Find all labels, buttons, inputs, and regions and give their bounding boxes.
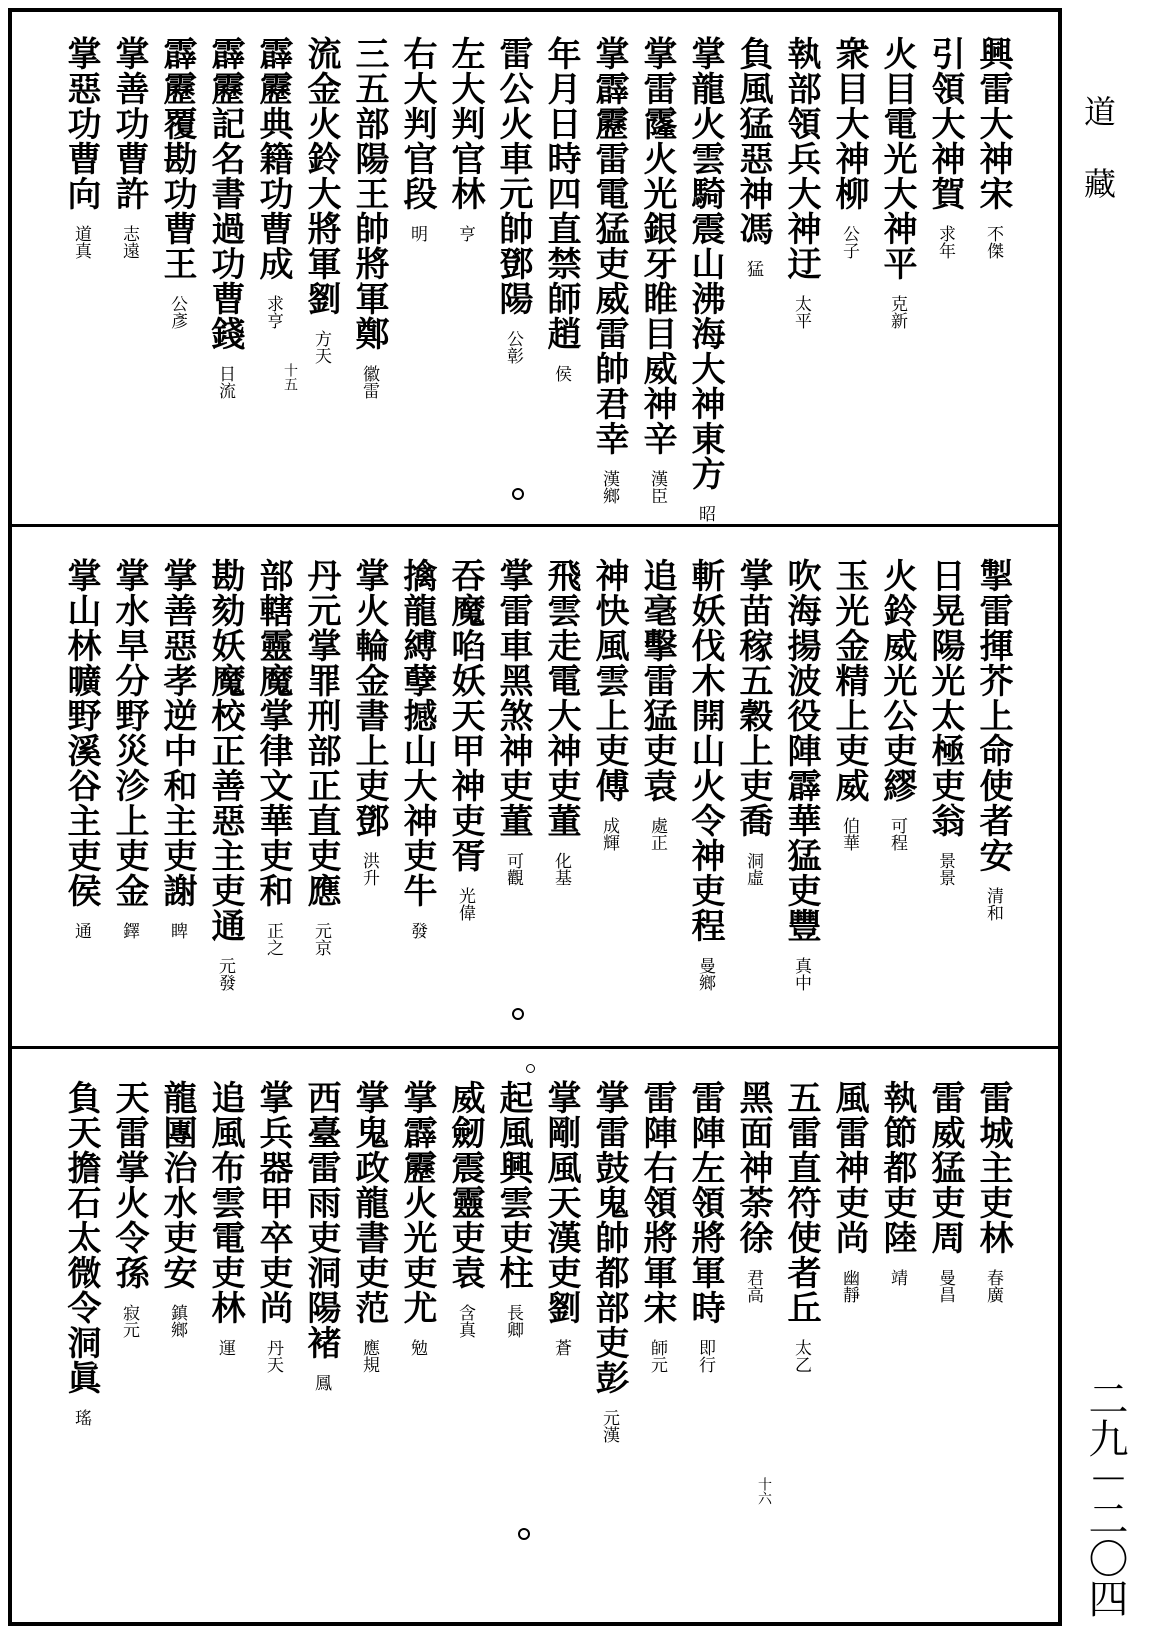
- text-column: [974, 1080, 1012, 1303]
- name-annotation: 應規: [359, 1339, 379, 1373]
- deity-title: 西臺雷雨吏洞陽褚: [301, 1080, 341, 1360]
- deity-title: 掌水旱分野災沴上吏金: [109, 558, 149, 908]
- name-annotation: 明: [407, 225, 427, 242]
- deity-title: 掌鬼政龍書吏范: [349, 1080, 389, 1325]
- name-annotation: 景景: [935, 852, 955, 886]
- text-column: [734, 36, 772, 277]
- text-column: [62, 558, 100, 939]
- deity-title: 執節都吏陸: [877, 1080, 917, 1255]
- deity-title: 追毫擊雷猛吏袁: [637, 558, 677, 803]
- name-annotation: 幽靜: [839, 1269, 859, 1303]
- deity-title: 玉光金精上吏威: [829, 558, 869, 803]
- name-annotation: 公彥: [167, 295, 187, 329]
- text-column: [734, 558, 772, 886]
- panel-top: [12, 18, 1058, 522]
- text-column: [62, 1080, 100, 1426]
- text-column: [638, 558, 676, 851]
- name-annotation: 求年: [935, 225, 955, 259]
- deity-title: 執部領兵大神迂: [781, 36, 821, 281]
- text-column: [62, 36, 100, 259]
- folio-mark: 十六: [756, 1477, 772, 1505]
- name-annotation: 求亨: [263, 295, 283, 329]
- text-column: [590, 36, 628, 504]
- text-column: [158, 558, 196, 939]
- text-column: [830, 36, 868, 259]
- name-annotation: 勉: [407, 1339, 427, 1356]
- binding-hole-top: [512, 488, 524, 500]
- name-annotation: 日流: [215, 365, 235, 399]
- text-column: [206, 558, 244, 991]
- deity-title: 負風猛惡神馮: [733, 36, 773, 246]
- deity-title: 雷威猛吏周: [925, 1080, 965, 1255]
- text-column: [206, 36, 244, 399]
- deity-title: 黑面神荼徐: [733, 1080, 773, 1255]
- deity-title: 日晃陽光太極吏翁: [925, 558, 965, 838]
- name-annotation: 伯華: [839, 817, 859, 851]
- deity-title: 掌雷車黑煞神吏董: [493, 558, 533, 838]
- name-annotation: 寂元: [119, 1304, 139, 1338]
- deity-title: 霹靂典籍功曹成: [253, 36, 293, 281]
- text-column: [110, 36, 148, 259]
- text-column: [494, 36, 532, 364]
- deity-title: 引領大神賀: [925, 36, 965, 211]
- text-column: [542, 1080, 580, 1356]
- text-column: [398, 558, 436, 939]
- deity-title: 掌霹靂雷電猛吏威雷帥君幸: [589, 36, 629, 456]
- text-column: [254, 36, 292, 329]
- name-annotation: 正之: [263, 922, 283, 956]
- name-annotation: 方天: [311, 330, 331, 364]
- name-annotation: 鐸: [119, 922, 139, 939]
- deity-title: 掌霹靂火光吏尤: [397, 1080, 437, 1325]
- name-annotation: 即行: [695, 1339, 715, 1373]
- text-column: [302, 1080, 340, 1391]
- deity-title: 三五部陽王帥將軍鄭: [349, 36, 389, 351]
- name-annotation: 可觀: [503, 852, 523, 886]
- deity-title: 掌兵器甲卒吏尚: [253, 1080, 293, 1325]
- text-column: [878, 36, 916, 329]
- name-annotation: 鎮鄉: [167, 1304, 187, 1338]
- deity-title: 吹海揚波役陣霹華猛吏豐: [781, 558, 821, 943]
- name-annotation: 蒼: [551, 1339, 571, 1356]
- text-column: [350, 1080, 388, 1373]
- name-annotation: 侯: [551, 365, 571, 382]
- name-annotation: 師元: [647, 1339, 667, 1373]
- section-mark-top: [508, 40, 517, 49]
- deity-title: 掌火輪金書上吏鄧: [349, 558, 389, 838]
- margin-page-number: 二九－二〇四: [1082, 1378, 1128, 1618]
- name-annotation: 徽雷: [359, 365, 379, 399]
- name-annotation: 猛: [743, 260, 763, 277]
- deity-title: 丹元掌罪刑部正直吏應: [301, 558, 341, 908]
- deity-title: 五雷直符使者丘: [781, 1080, 821, 1325]
- text-column: [926, 36, 964, 259]
- text-column: [158, 36, 196, 329]
- text-column: [542, 36, 580, 382]
- name-annotation: 通: [71, 922, 91, 939]
- text-column: [254, 1080, 292, 1373]
- name-annotation: 光偉: [455, 887, 475, 921]
- deity-title: 飛雲走電大神吏董: [541, 558, 581, 838]
- name-annotation: 可程: [887, 817, 907, 851]
- deity-title: 風雷神吏尚: [829, 1080, 869, 1255]
- text-column: [446, 36, 484, 242]
- name-annotation: 處正: [647, 817, 667, 851]
- text-column: [974, 36, 1012, 259]
- text-column: [686, 1080, 724, 1373]
- name-annotation: 克新: [887, 295, 907, 329]
- deity-title: 掌龍火雲騎震山沸海大神東方: [685, 36, 725, 491]
- deity-title: 左大判官林: [445, 36, 485, 211]
- deity-title: 衆目大神柳: [829, 36, 869, 211]
- text-column: [638, 1080, 676, 1373]
- name-annotation: 元發: [215, 957, 235, 991]
- deity-title: 掌惡功曹向: [61, 36, 101, 211]
- deity-title: 部轄靈魔掌律文華吏和: [253, 558, 293, 908]
- panel-bottom: [12, 1062, 1058, 1612]
- text-column: [542, 558, 580, 886]
- text-column: [782, 1080, 820, 1373]
- deity-title: 吞魔啗妖天甲神吏胥: [445, 558, 485, 873]
- folio-mark: 十五: [282, 363, 298, 391]
- name-annotation: 清和: [983, 887, 1003, 921]
- text-column: [398, 36, 436, 242]
- text-column: [110, 1080, 148, 1338]
- name-annotation: 志遠: [119, 225, 139, 259]
- deity-title: 掌剛風天漢吏劉: [541, 1080, 581, 1325]
- name-annotation: 曼昌: [935, 1269, 955, 1303]
- text-column: [878, 558, 916, 851]
- text-column: [302, 558, 340, 956]
- deity-title: 擒龍縛孽撼山大神吏牛: [397, 558, 437, 908]
- deity-title: 火鈴威光公吏繆: [877, 558, 917, 803]
- name-annotation: 不傑: [983, 225, 1003, 259]
- deity-title: 負天擔石太微令洞眞: [61, 1080, 101, 1395]
- panel-middle: [12, 540, 1058, 1040]
- panel-divider-2: [8, 1046, 1062, 1049]
- text-column: [926, 1080, 964, 1303]
- binding-hole-bottom: [518, 1528, 530, 1540]
- deity-title: 雷陣右領將軍宋: [637, 1080, 677, 1325]
- text-column: [302, 36, 340, 364]
- name-annotation: 化基: [551, 852, 571, 886]
- binding-hole-middle: [512, 1008, 524, 1020]
- name-annotation: 昭: [695, 505, 715, 522]
- text-column: [350, 558, 388, 886]
- name-annotation: 亨: [455, 225, 475, 242]
- deity-title: 追風布雲電吏林: [205, 1080, 245, 1325]
- name-annotation: 洪升: [359, 852, 379, 886]
- name-annotation: 公子: [839, 225, 859, 259]
- name-annotation: 曼鄉: [695, 957, 715, 991]
- deity-title: 威劒震靈吏袁: [445, 1080, 485, 1290]
- text-column: [878, 1080, 916, 1286]
- text-column: [926, 558, 964, 886]
- name-annotation: 睥: [167, 922, 187, 939]
- margin-title: 道藏: [1079, 95, 1117, 239]
- name-annotation: 長卿: [503, 1304, 523, 1338]
- deity-title: 神快風雲上吏傅: [589, 558, 629, 803]
- text-column: [590, 1080, 628, 1443]
- deity-title: 雷城主吏林: [973, 1080, 1013, 1255]
- deity-title: 火目電光大神平: [877, 36, 917, 281]
- name-annotation: 運: [215, 1339, 235, 1356]
- text-column: [110, 558, 148, 939]
- deity-title: 霹靂記名書過功曹錢: [205, 36, 245, 351]
- text-column: [398, 1080, 436, 1356]
- name-annotation: 漢臣: [647, 470, 667, 504]
- deity-title: 霹靂覆勘功曹王: [157, 36, 197, 281]
- text-column: [494, 1080, 532, 1338]
- text-column: [830, 558, 868, 851]
- name-annotation: 漢鄉: [599, 470, 619, 504]
- deity-title: 掌山林曠野溪谷主吏侯: [61, 558, 101, 908]
- deity-title: 掣雷揮芥上命使者安: [973, 558, 1013, 873]
- name-annotation: 成輝: [599, 817, 619, 851]
- deity-title: 龍團治水吏安: [157, 1080, 197, 1290]
- text-column: [686, 36, 724, 522]
- name-annotation: 真中: [791, 957, 811, 991]
- deity-title: 勘劾妖魔校正善惡主吏通: [205, 558, 245, 943]
- name-annotation: 太乙: [791, 1339, 811, 1373]
- deity-title: 掌善惡孝逆中和主吏謝: [157, 558, 197, 908]
- section-mark-middle: [510, 560, 519, 569]
- text-column: [974, 558, 1012, 921]
- text-column: [734, 1080, 772, 1303]
- deity-title: 掌雷霳火光銀牙睢目威神辛: [637, 36, 677, 456]
- deity-title: 掌雷鼓鬼帥都部吏彭: [589, 1080, 629, 1395]
- name-annotation: 丹天: [263, 1339, 283, 1373]
- text-column: [830, 1080, 868, 1303]
- deity-title: 雷陣左領將軍時: [685, 1080, 725, 1325]
- deity-title: 年月日時四直禁師趙: [541, 36, 581, 351]
- name-annotation: 含真: [455, 1304, 475, 1338]
- text-column: [590, 558, 628, 851]
- deity-title: 斬妖伐木開山火令神吏程: [685, 558, 725, 943]
- deity-title: 興雷大神宋: [973, 36, 1013, 211]
- name-annotation: 元漢: [599, 1409, 619, 1443]
- name-annotation: 鳳: [311, 1374, 331, 1391]
- section-mark-bottom: [526, 1064, 535, 1073]
- name-annotation: 道真: [71, 225, 91, 259]
- name-annotation: 太平: [791, 295, 811, 329]
- name-annotation: 君高: [743, 1269, 763, 1303]
- deity-title: 掌善功曹許: [109, 36, 149, 211]
- name-annotation: 靖: [887, 1269, 907, 1286]
- panel-divider-1: [8, 524, 1062, 527]
- text-column: [446, 1080, 484, 1338]
- text-column: [782, 558, 820, 991]
- name-annotation: 發: [407, 922, 427, 939]
- text-column: [494, 558, 532, 886]
- text-column: [782, 36, 820, 329]
- name-annotation: 洞虛: [743, 852, 763, 886]
- name-annotation: 元京: [311, 922, 331, 956]
- deity-title: 雷公火車元帥鄧陽: [493, 36, 533, 316]
- name-annotation: 瑤: [71, 1409, 91, 1426]
- name-annotation: 春廣: [983, 1269, 1003, 1303]
- text-column: [686, 558, 724, 991]
- deity-title: 右大判官段: [397, 36, 437, 211]
- deity-title: 掌苗稼五穀上吏喬: [733, 558, 773, 838]
- text-column: [158, 1080, 196, 1338]
- text-column: [638, 36, 676, 504]
- deity-title: 天雷掌火令孫: [109, 1080, 149, 1290]
- deity-title: 起風興雲吏柱: [493, 1080, 533, 1290]
- name-annotation: 公彰: [503, 330, 523, 364]
- text-column: [350, 36, 388, 399]
- text-column: [254, 558, 292, 956]
- deity-title: 流金火鈴大將軍劉: [301, 36, 341, 316]
- text-column: [206, 1080, 244, 1356]
- text-column: [446, 558, 484, 921]
